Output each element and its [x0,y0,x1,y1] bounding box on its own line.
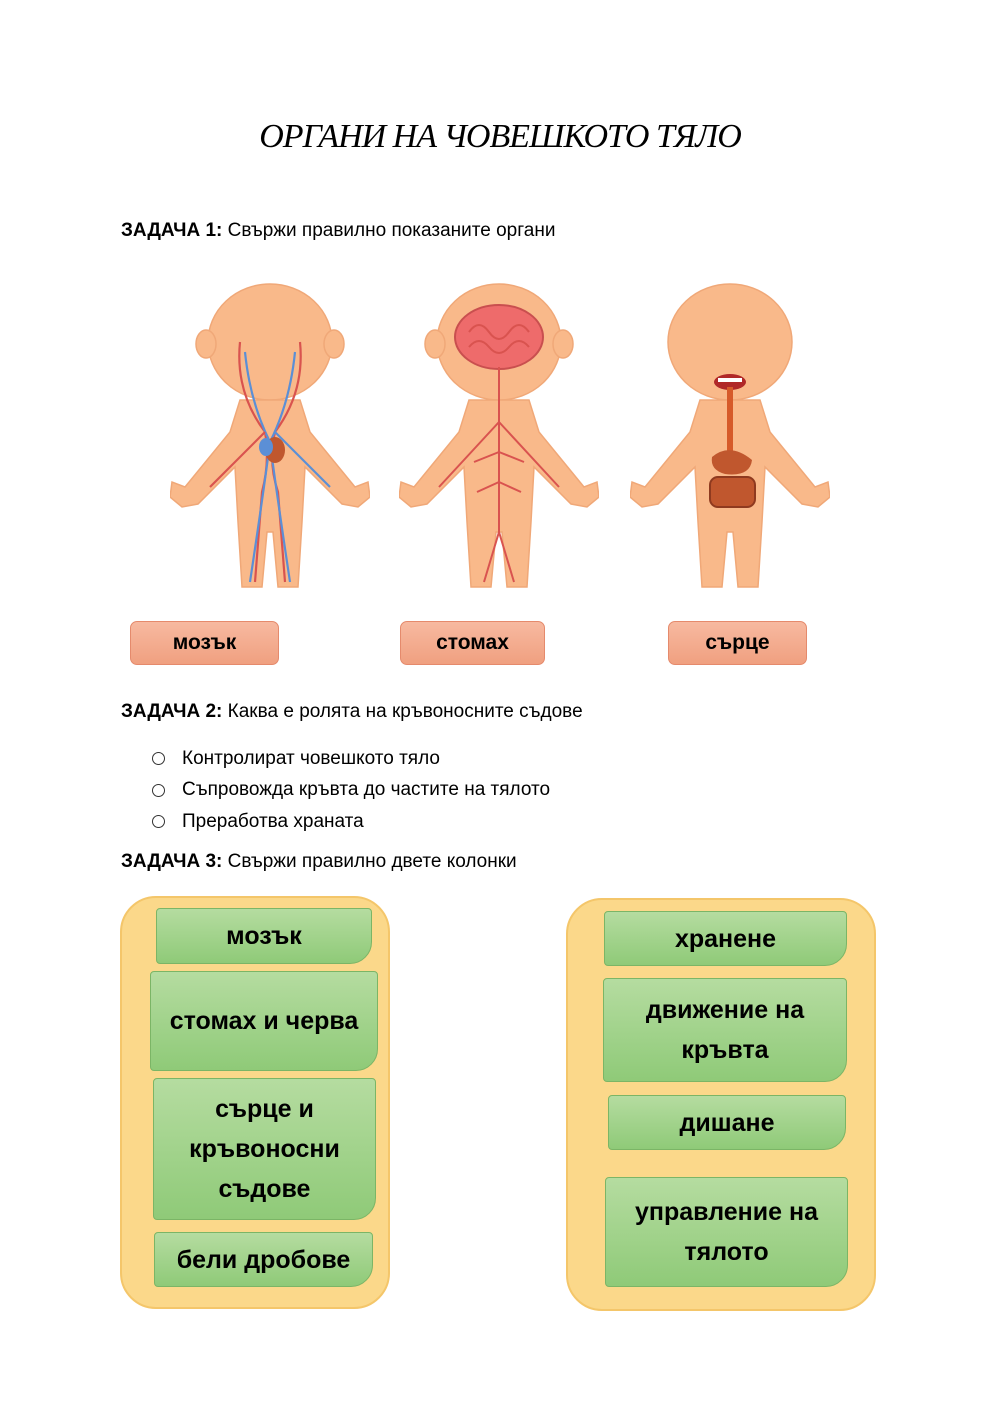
radio-circle-icon[interactable] [152,784,165,797]
option-item[interactable]: Преработва храната [152,806,550,838]
task-2-options [152,743,550,838]
left-card-4[interactable]: бели дробове [154,1232,373,1287]
organ-label-1[interactable]: мозък [130,621,279,665]
task-2-label: ЗАДАЧА 2: [121,701,223,722]
brain-icon [455,305,543,369]
radio-circle-icon[interactable] [152,815,165,828]
task-3-label: ЗАДАЧА 3: [121,851,223,872]
right-card-4[interactable]: управление на тялото [605,1177,848,1287]
left-card-1[interactable]: мозък [156,908,372,964]
task-3-text: Свържи правилно двете колонки [227,851,517,872]
option-item[interactable]: Контролират човешкото тяло [152,743,550,775]
right-card-3[interactable]: дишане [608,1095,846,1150]
task-1-text: Свържи правилно показаните органи [227,220,556,241]
right-card-1[interactable]: хранене [604,911,847,966]
option-item[interactable]: Съпровожда кръвта до частите на тялото [152,775,550,807]
digestive-body-figure [630,282,830,592]
task-1-label: ЗАДАЧА 1: [121,220,223,241]
radio-circle-icon[interactable] [152,752,165,765]
task-3-heading [121,851,517,873]
organ-label-3[interactable]: сърце [668,621,807,665]
page-title: ОРГАНИ НА ЧОВЕШКОТО ТЯЛО [259,118,741,155]
task-2-heading [121,701,583,723]
circulatory-body-figure [170,282,370,592]
nervous-body-figure [399,282,599,592]
left-card-2[interactable]: стомах и черва [150,971,378,1071]
organ-label-2[interactable]: стомах [400,621,545,665]
task-1-heading [121,220,555,242]
intestines-icon [710,477,755,507]
right-card-2[interactable]: движение на кръвта [603,978,847,1082]
left-card-3[interactable]: сърце и кръвоносни съдове [153,1078,376,1220]
task-2-text: Каква е ролята на кръвоносните съдове [227,701,583,722]
